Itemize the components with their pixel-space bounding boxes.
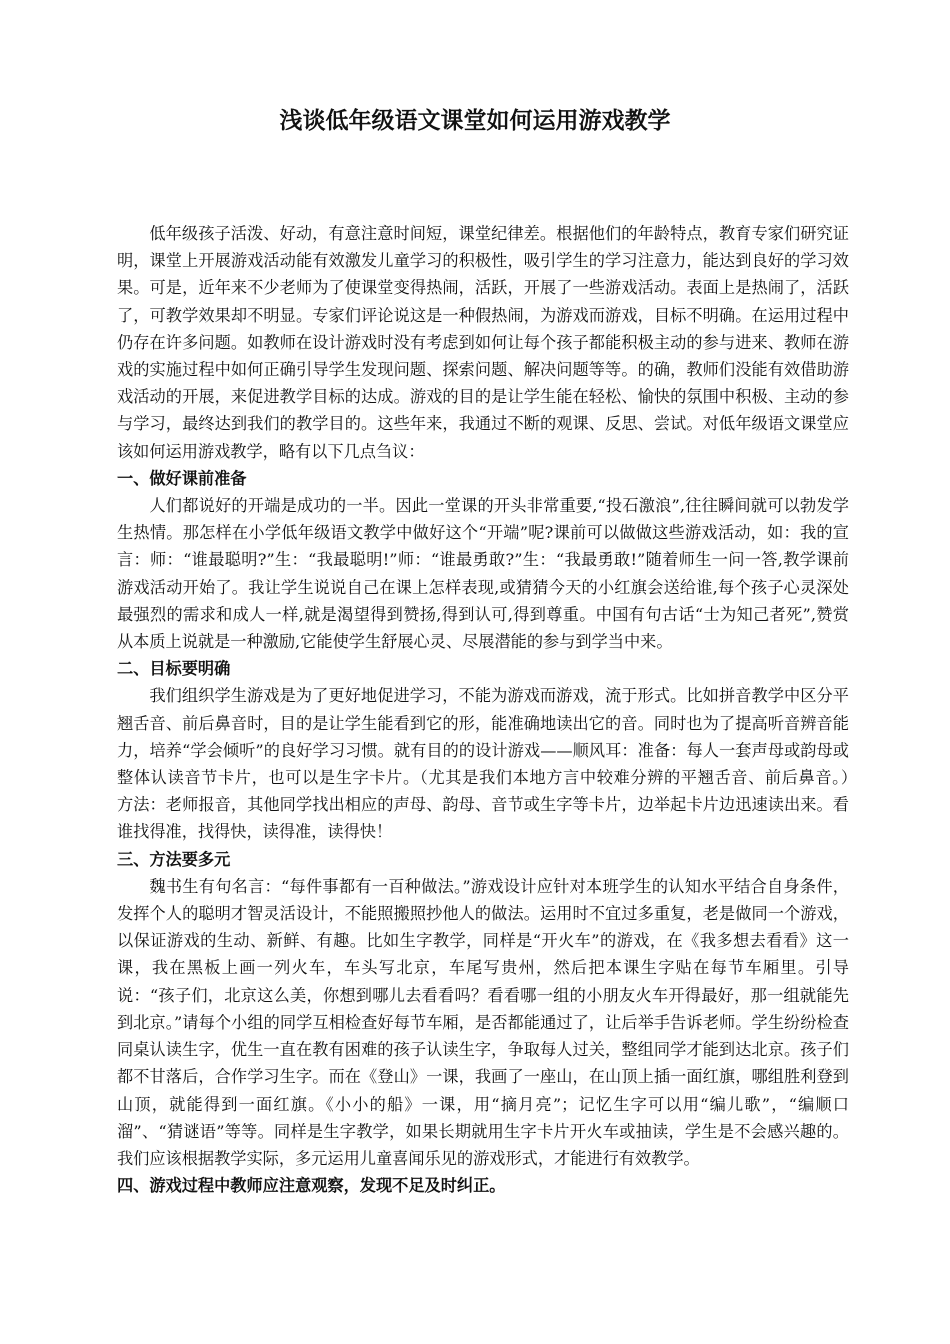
section-heading-3: 三、方法要多元: [117, 849, 231, 869]
section-paragraph-1: 人们都说好的开端是成功的一半。因此一堂课的开头非常重要,“投石激浪”,往往瞬间就可以勃发学生热情。那怎样在小学低年级语文教学中做好这个“开端”呢?课前可以做做这些游戏活动，如：我的宣言：师：“谁最聪明?”生：“我最聪明!”师：“谁最勇敢?”生：“我最勇敢!”随着师生一问一答,教学课前游戏活动开始了。我让学生说说自己在课上怎样表现,或猜猜今天的小红旗会送给谁,每个孩子心灵深处最强烈的需求和成人一样,就是渴望得到赞扬,得到认可,得到尊重。中国有句古话“士为知己者死”,赞赏从本质上说就是一种激励,它能使学生舒展心灵、尽展潜能的参与到学当中来。: [117, 496, 849, 652]
section-paragraph-3: 魏书生有句名言：“每件事都有一百种做法。”游戏设计应针对本班学生的认知水平结合自身条件，发挥个人的聪明才智灵活设计，不能照搬照抄他人的做法。运用时不宜过多重复，老是做同一个游戏，以保证游戏的生动、新鲜、有趣。比如生字教学，同样是“开火车”的游戏，在《我多想去看看》这一课，我在黑板上画一列火车，车头写北京，车尾写贵州，然后把本课生字贴在每节车厢里。引导说：“孩子们，北京这么美，你想到哪儿去看看吗？看看哪一组的小朋友火车开得最好，那一组就能先到北京。”请每个小组的同学互相检查好每节车厢，是否都能通过了，让后举手告诉老师。学生纷纷检查同桌认读生字，优生一直在教有困难的孩子认读生字，争取每人过关，整组同学才能到达北京。孩子们都不甘落后，合作学习生字。而在《登山》一课，我画了一座山，在山顶上插一面红旗，哪组胜利登到山顶，就能得到一面红旗。《小小的船》一课，用“摘月亮”；记忆生字可以用“编儿歌”，“编顺口溜”、“猜谜语”等等。同样是生字教学，如果长期就用生字卡片开火车或抽读，学生是不会感兴趣的。我们应该根据教学实际，多元运用儿童喜闻乐见的游戏形式，才能进行有效教学。: [117, 876, 849, 1168]
document-title: 浅谈低年级语文课堂如何运用游戏教学: [279, 108, 671, 134]
section-heading-1: 一、做好课前准备: [117, 468, 247, 488]
document-body: [117, 220, 866, 1199]
section-paragraph-2: 我们组织学生游戏是为了更好地促进学习，不能为游戏而游戏，流于形式。比如拼音教学中区分平翘舌音、前后鼻音时，目的是让学生能看到它的形，能准确地读出它的音。同时也为了提高听音辨音能力，培养“学会倾听”的良好学习习惯。就有目的的设计游戏——顺风耳：准备：每人一套声母或韵母或整体认读音节卡片，也可以是生字卡片。（尤其是我们本地方言中较难分辨的平翘舌音、前后鼻音。） 方法：老师报音，其他同学找出相应的声母、韵母、音节或生字等卡片，边举起卡片边迅速读出来。看谁找得准，找得快，读得准，读得快！: [117, 686, 866, 842]
section-heading-2: 二、目标要明确: [117, 659, 231, 679]
intro-paragraph: 低年级孩子活泼、好动，有意注意时间短，课堂纪律差。根据他们的年龄特点，教育专家们研究证明，课堂上开展游戏活动能有效激发儿童学习的积极性，吸引学生的学习注意力，能达到良好的学习效果。可是，近年来不少老师为了使课堂变得热闹，活跃，开展了一些游戏活动。表面上是热闹了，活跃了，可教学效果却不明显。专家们评论说这是一种假热闹，为游戏而游戏，目标不明确。在运用过程中仍存在许多问题。如教师在设计游戏时没有考虑到如何让每个孩子都能积极主动的参与进来、教师在游戏的实施过程中如何正确引导学生发现问题、探索问题、解决问题等等。的确，教师们没能有效借助游戏活动的开展，来促进教学目标的达成。游戏的目的是让学生能在轻松、愉快的氛围中积极、主动的参与学习，最终达到我们的教学目的。这些年来，我通过不断的观课、反思、尝试。对低年级语文课堂应该如何运用游戏教学，略有以下几点刍议：: [117, 224, 849, 461]
section-heading-4: 四、游戏过程中教师应注意观察，发现不足及时纠正。: [117, 1176, 506, 1196]
